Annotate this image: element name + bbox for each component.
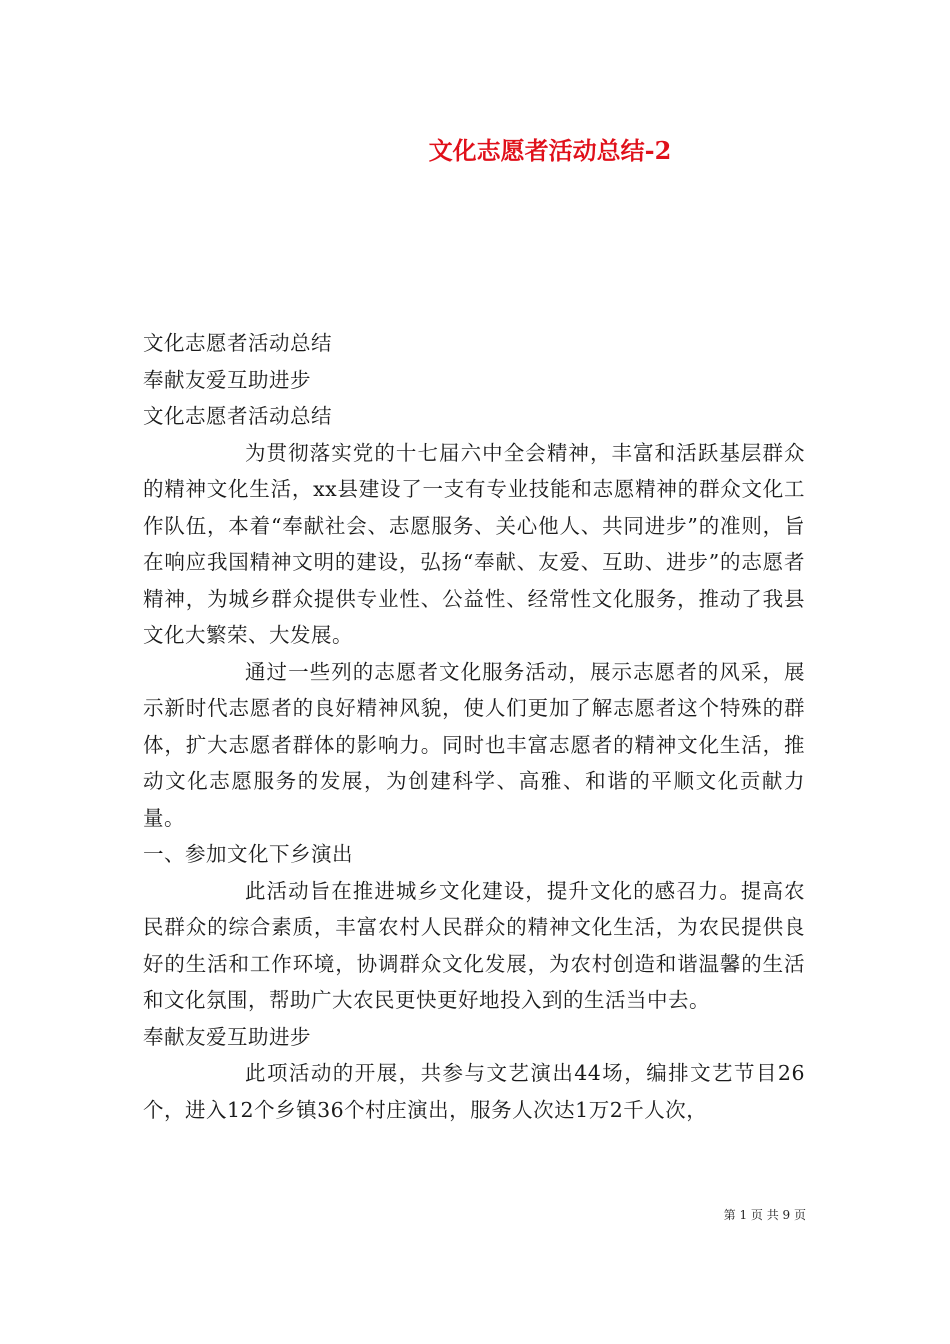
header-line-title: 文化志愿者活动总结 [143,331,332,355]
paragraph-intro: 为贯彻落实党的十七届六中全会精神，丰富和活跃基层群众的精神文化生活，xx县建设了一支有专业技能和志愿精神的群众文化工作队伍，本着“奉献社会、志愿服务、关心他人、共同进步”的准则，旨在响应我国精神文明的建设，弘扬“奉献、友爱、互助、进步”的志愿者精神，为城乡群众提供专业性、公益性、经常性文化服务，推动了我县文化大繁荣、大发展。 [143,440,805,647]
paragraph-purpose: 通过一些列的志愿者文化服务活动，展示志愿者的风采，展示新时代志愿者的良好精神风貌，使人们更加了解志愿者这个特殊的群体，扩大志愿者群体的影响力。同时也丰富志愿者的精神文化生活，推动文化志愿服务的发展，为创建科学、高雅、和谐的平顺文化贡献力量。 [143,659,805,830]
sub-heading-motto: 奉献友爱互助进步 [143,1024,311,1049]
header-line-subtitle: 文化志愿者活动总结 [143,404,332,428]
document-title: 文化志愿者活动总结-2 [428,136,672,165]
document-body [143,325,805,1128]
paragraph-activity: 此活动旨在推进城乡文化建设，提升文化的感召力。提高农民群众的综合素质，丰富农村人民群众的精神文化生活，为农民提供良好的生活和工作环境，协调群众文化发展，为农村创造和谐温馨的生活和文化氛围，帮助广大农民更快更好地投入到的生活当中去。 [143,878,805,1012]
paragraph-results: 此项活动的开展，共参与文艺演出44场，编排文艺节目26个，进入12个乡镇36个村庄演出，服务人次达1万2千人次， [143,1061,805,1122]
page-number-footer: 第 1 页 共 9 页 [723,1208,806,1222]
header-line-motto: 奉献友爱互助进步 [143,367,311,392]
section-heading: 一、参加文化下乡演出 [143,842,353,866]
